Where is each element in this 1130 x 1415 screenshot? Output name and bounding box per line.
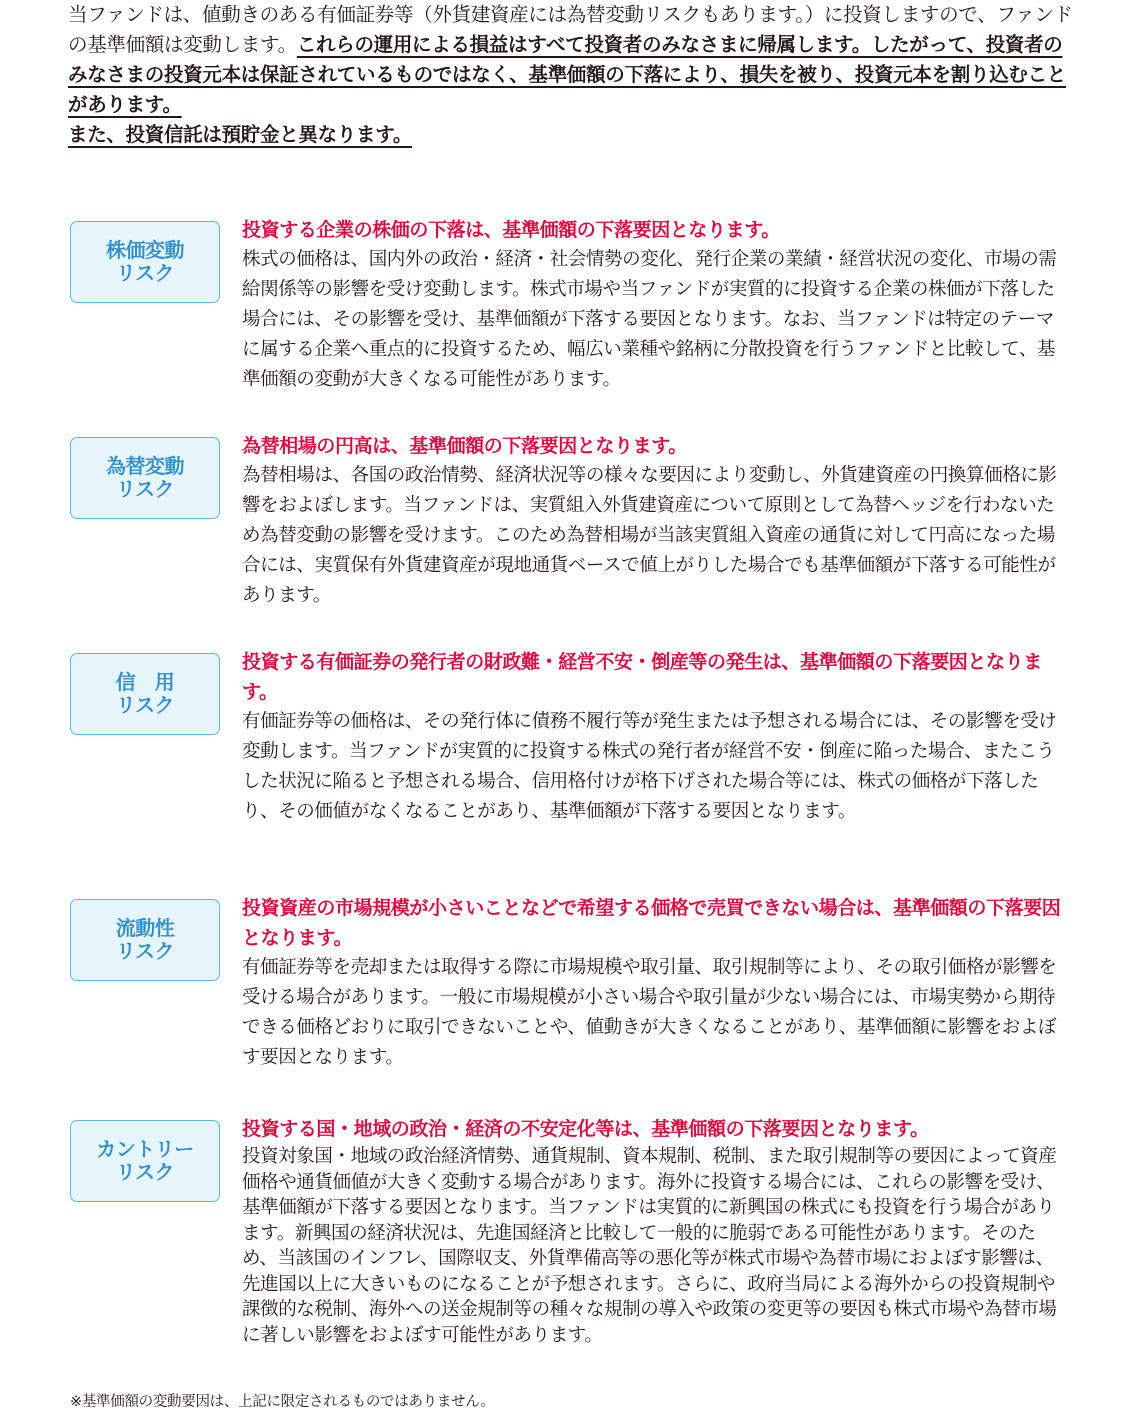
risk-badge-line1: 信 用 (115, 670, 175, 694)
risk-content (242, 893, 1064, 1073)
risk-badge-line1: 流動性 (115, 916, 175, 940)
risk-badge-line1: 為替変動 (106, 454, 184, 478)
risk-badge-line1: 株価変動 (106, 238, 184, 262)
risk-badge-line2: リスク (115, 1160, 175, 1184)
risk-badge-line2: リスク (115, 261, 175, 285)
risk-headline: 投資する有価証券の発行者の財政難・経営不安・倒産等の発生は、基準価額の下落要因となります。 (242, 651, 1042, 703)
risk-badge (70, 1120, 220, 1202)
risk-content (242, 647, 1064, 827)
risk-body: 投資対象国・地域の政治経済情勢、通貨規制、資本規制、税制、また取引規制等の要因によって資産価格や通貨価値が大きく変動する場合があります。海外に投資する場合には、これらの影響を受け、基準価額が下落する要因となります。当ファンドは実質的に新興国の株式にも投資を行う場合があります。新興国の経済状況は、先進国経済と比較して一般的に脆弱である可能性があります。そのため、当該国のインフレ、国際収支、外貨準備高等の悪化等が株式市場や為替市場におよぼす影響は、先進国以上に大きいものになることが予想されます。さらに、政府当局による海外からの投資規制や課徴的な税制、海外への送金規制等の種々な規制の導入や政策の変更等の要因も株式市場や為替市場に著しい影響をおよぼす可能性があります。 (242, 1146, 1057, 1346)
risk-badge-line1: カントリー (96, 1137, 194, 1161)
risk-content (242, 1114, 1064, 1348)
risk-badge-line2: リスク (115, 939, 175, 963)
risk-badge (70, 221, 220, 303)
risk-headline: 投資資産の市場規模が小さいことなどで希望する価格で売買できない場合は、基準価額の下落要因となります。 (242, 897, 1061, 949)
footnote: ※基準価額の変動要因は、上記に限定されるものではありません。 (70, 1394, 495, 1410)
risk-badge-line2: リスク (115, 477, 175, 501)
intro-paragraph (68, 0, 1078, 150)
risk-content (242, 431, 1064, 611)
risk-badge (70, 653, 220, 735)
risk-headline: 投資する国・地域の政治・経済の不安定化等は、基準価額の下落要因となります。 (242, 1118, 929, 1140)
risk-body: 有価証券等を売却または取得する際に市場規模や取引量、取引規制等により、その取引価格が影響を受ける場合があります。一般に市場規模が小さい場合や取引量が少ない場合には、市場実勢から期待できる価格どおりに取引できないことや、値動きが大きくなることがあり、基準価額に影響をおよぼす要因となります。 (242, 957, 1057, 1068)
intro-normal-text: 当ファンドは、値動きのある有価証券等（外貨建資産には為替変動リスクもあります。）に投資しますので、ファンドの基準価額は変動します。 (68, 3, 1073, 56)
risk-headline: 投資する企業の株価の下落は、基準価額の下落要因となります。 (242, 219, 780, 241)
intro-emphasis-text: これらの運用による損益はすべて投資者のみなさまに帰属します。したがって、投資者のみなさまの投資元本は保証されているものではなく、基準価額の下落により、損失を被り、投資元本を割り込むことがあります。 (68, 33, 1067, 116)
risk-badge-line2: リスク (115, 693, 175, 717)
risk-headline: 為替相場の円高は、基準価額の下落要因となります。 (242, 435, 687, 457)
intro-deposit-note: また、投資信託は預貯金と異なります。 (68, 123, 413, 146)
risk-content (242, 215, 1064, 395)
risk-body: 有価証券等の価格は、その発行体に債務不履行等が発生または予想される場合には、その影響を受け変動します。当ファンドが実質的に投資する株式の発行者が経営不安・倒産に陥った場合、またこうした状況に陥ると予想される場合、信用格付けが格下げされた場合等には、株式の価格が下落したり、その価値がなくなることがあり、基準価額が下落する要因となります。 (242, 711, 1057, 822)
risk-body: 為替相場は、各国の政治情勢、経済状況等の様々な要因により変動し、外貨建資産の円換算価格に影響をおよぼします。当ファンドは、実質組入外貨建資産について原則として為替ヘッジを行わないため為替変動の影響を受けます。このため為替相場が当該実質組入資産の通貨に対して円高になった場合には、実質保有外貨建資産が現地通貨ベースで値上がりした場合でも基準価額が下落する可能性があります。 (242, 465, 1057, 606)
risk-badge (70, 899, 220, 981)
risk-badge (70, 437, 220, 519)
risk-body: 株式の価格は、国内外の政治・経済・社会情勢の変化、発行企業の業績・経営状況の変化、市場の需給関係等の影響を受け変動します。株式市場や当ファンドが実質的に投資する企業の株価が下落した場合には、その影響を受け、基準価額が下落する要因となります。なお、当ファンドは特定のテーマに属する企業へ重点的に投資するため、幅広い業種や銘柄に分散投資を行うファンドと比較して、基準価額の変動が大きくなる可能性があります。 (242, 249, 1057, 390)
